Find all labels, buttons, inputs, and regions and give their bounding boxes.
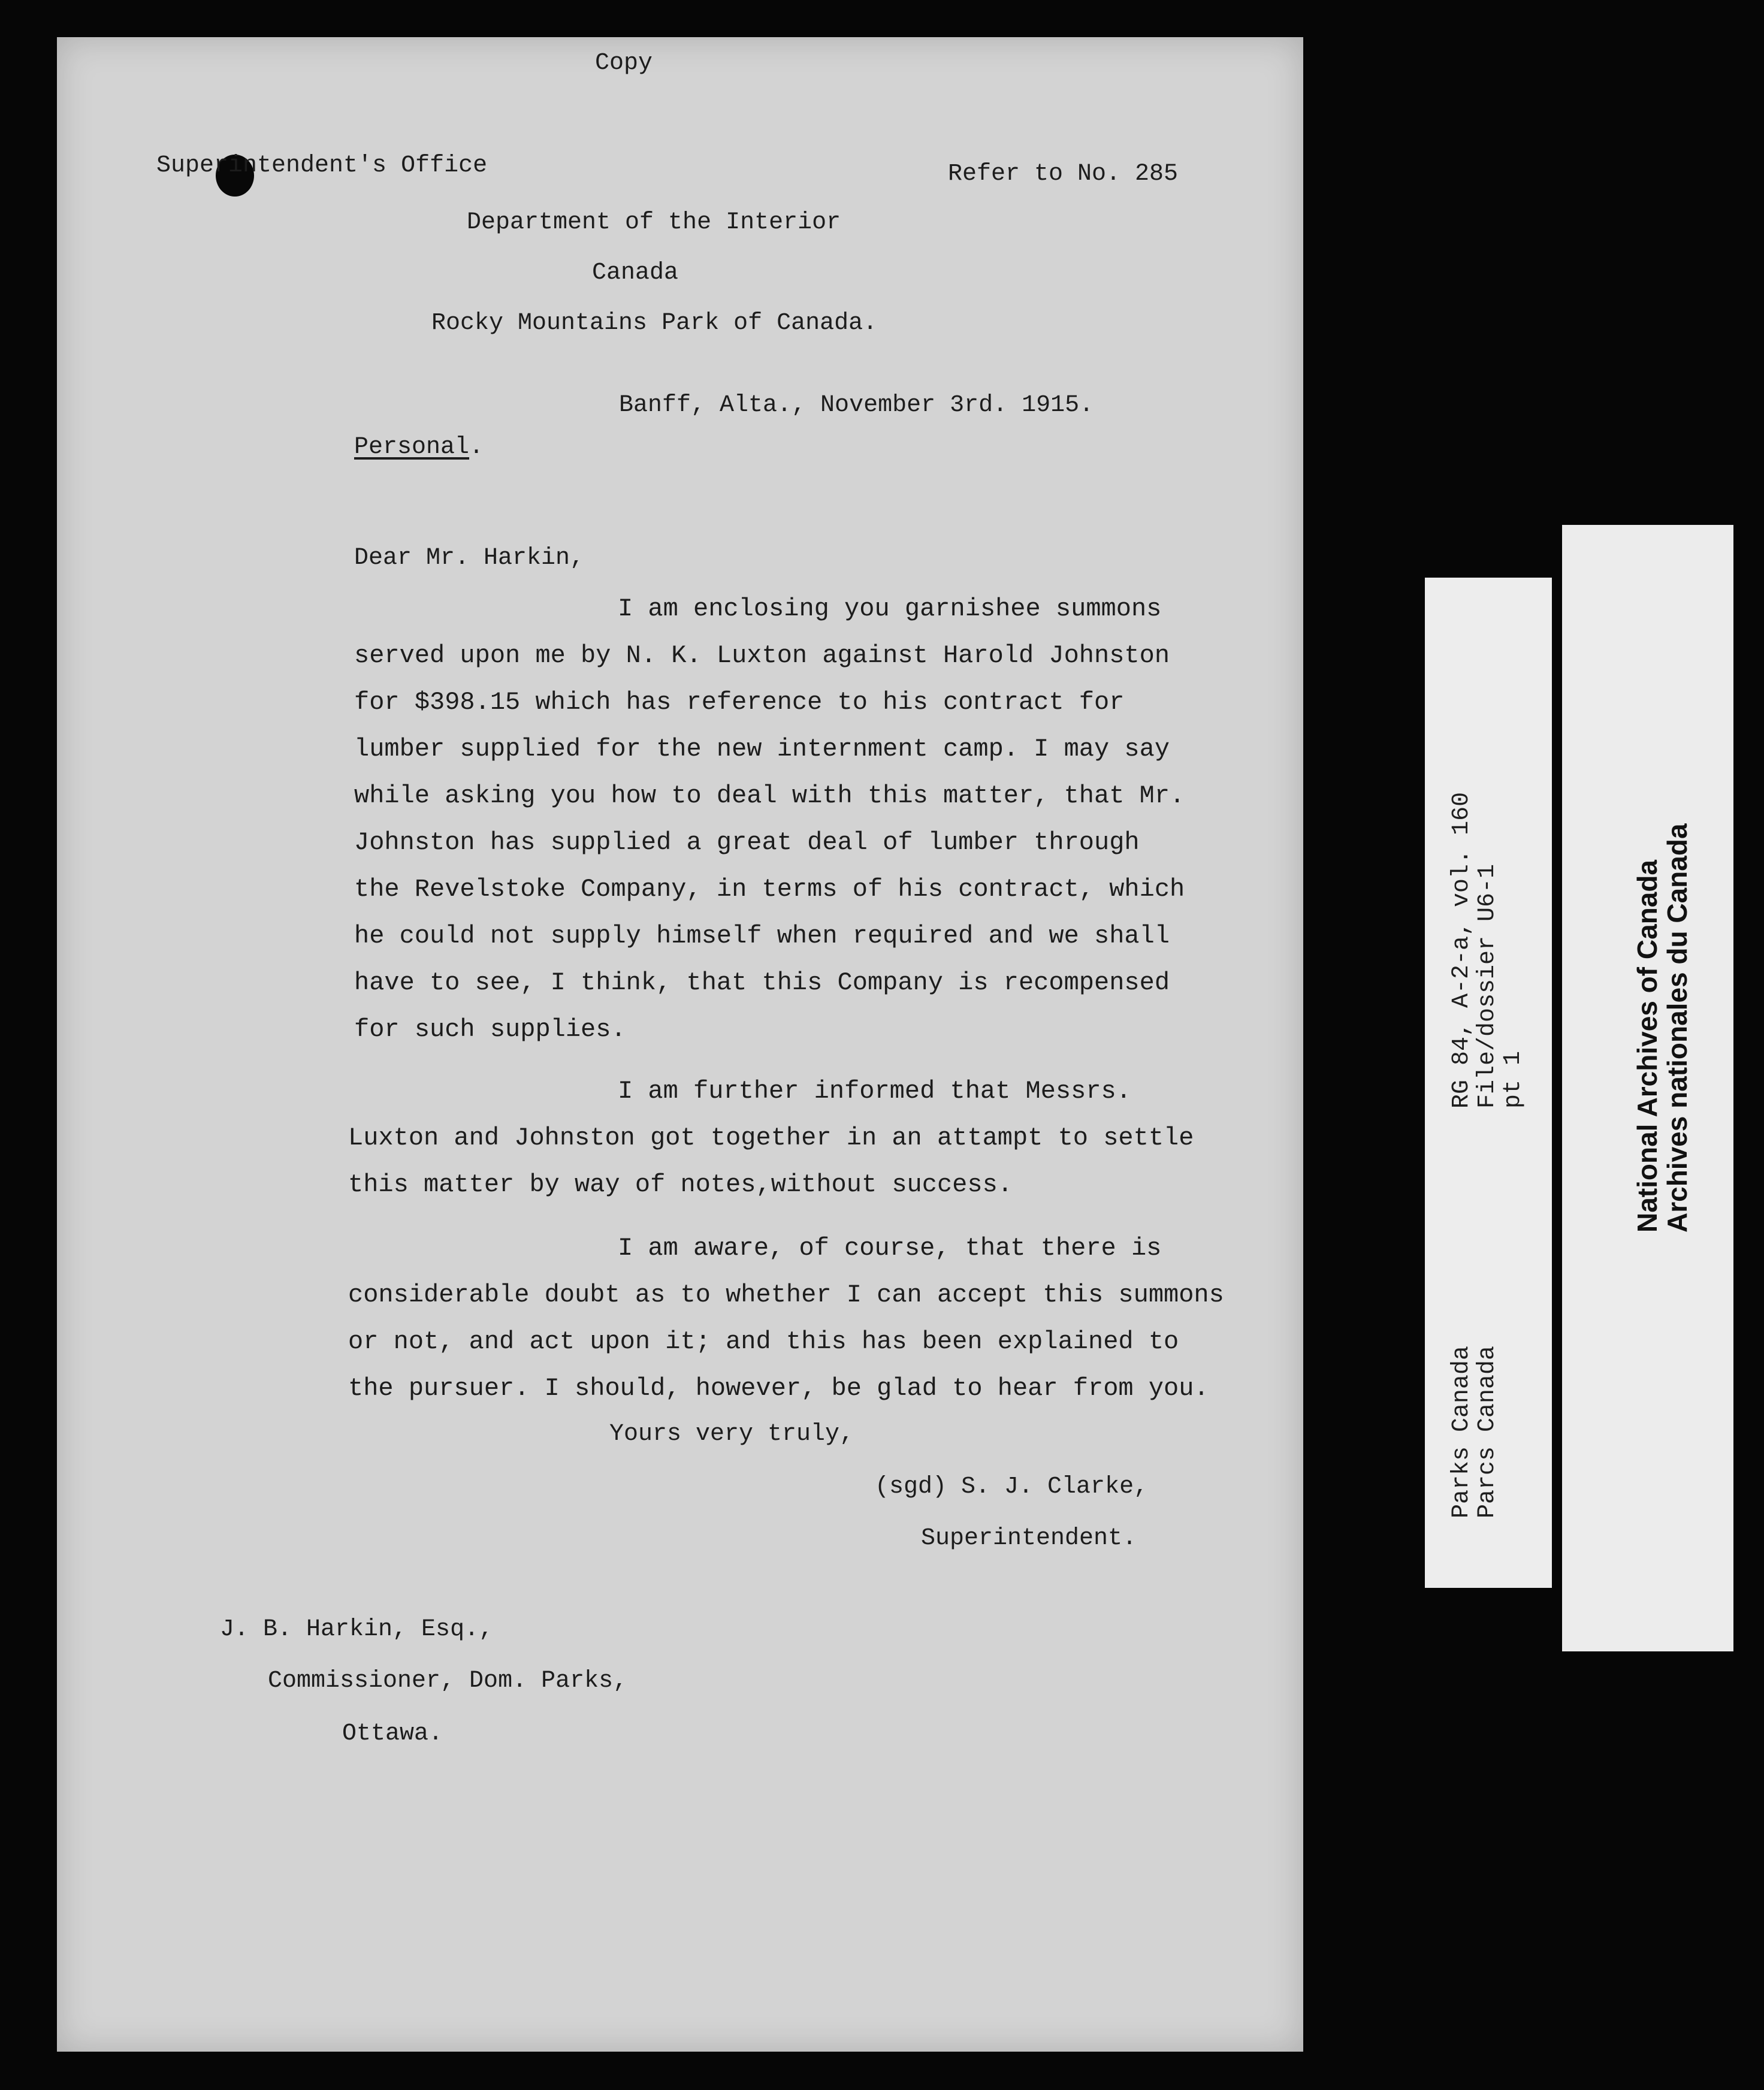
addressee-city: Ottawa. [342, 1720, 443, 1747]
refer-to-number: Refer to No. 285 [948, 161, 1179, 188]
letterhead-line: Rocky Mountains Park of Canada. [431, 310, 878, 337]
addressee-name: J. B. Harkin, Esq., [220, 1616, 494, 1643]
body-line: this matter by way of notes,without success. [348, 1170, 1013, 1199]
archive-label: National Archives of Canada Archives nationales du Canada [1632, 823, 1693, 1233]
body-line: for $398.15 which has reference to his contract for [354, 688, 1125, 717]
body-line: I am further informed that Messrs. [618, 1077, 1131, 1106]
salutation: Dear Mr. Harkin, [354, 545, 585, 572]
body-line: Johnston has supplied a great deal of lumber through [354, 828, 1140, 857]
letterhead-line: Department of the Interior [467, 209, 841, 236]
copy-mark: Copy [595, 50, 653, 77]
body-line: the Revelstoke Company, in terms of his contract, which [354, 875, 1185, 904]
addressee-title: Commissioner, Dom. Parks, [268, 1668, 628, 1695]
closing: Yours very truly, [609, 1421, 854, 1448]
body-line: Luxton and Johnston got together in an attampt to settle [348, 1123, 1194, 1152]
letter-sheet [57, 37, 1303, 2052]
letterhead-line: Canada [592, 259, 679, 286]
personal-heading: Personal. [354, 434, 484, 461]
body-line: the pursuer. I should, however, be glad to hear from you. [348, 1374, 1209, 1403]
body-line: have to see, I think, that this Company is recompensed [354, 968, 1170, 997]
body-line: I am aware, of course, that there is [618, 1234, 1162, 1263]
body-line: he could not supply himself when required and we shall [354, 922, 1170, 950]
body-line: for such supplies. [354, 1015, 626, 1044]
body-line: or not, and act upon it; and this has been explained to [348, 1327, 1179, 1356]
archive-agency: Parks Canada Parcs Canada [1448, 1345, 1502, 1518]
archive-reference-slip [1425, 578, 1552, 1588]
body-line: I am enclosing you garnishee summons [618, 594, 1162, 623]
office-line: Superintendent's Office [156, 152, 488, 179]
archive-label-slip [1562, 525, 1733, 1651]
body-line: served upon me by N. K. Luxton against Harold Johnston [354, 641, 1170, 670]
archive-reference: RG 84, A-2-a, vol. 160 File/dossier U6-1 pt 1 [1448, 792, 1527, 1109]
date-line: Banff, Alta., November 3rd. 1915. [619, 392, 1094, 419]
body-line: while asking you how to deal with this matter, that Mr. [354, 781, 1185, 810]
body-line: considerable doubt as to whether I can accept this summons [348, 1280, 1224, 1309]
signer-title: Superintendent. [921, 1525, 1137, 1552]
body-line: lumber supplied for the new internment camp. I may say [354, 735, 1170, 763]
signature: (sgd) S. J. Clarke, [875, 1473, 1149, 1500]
